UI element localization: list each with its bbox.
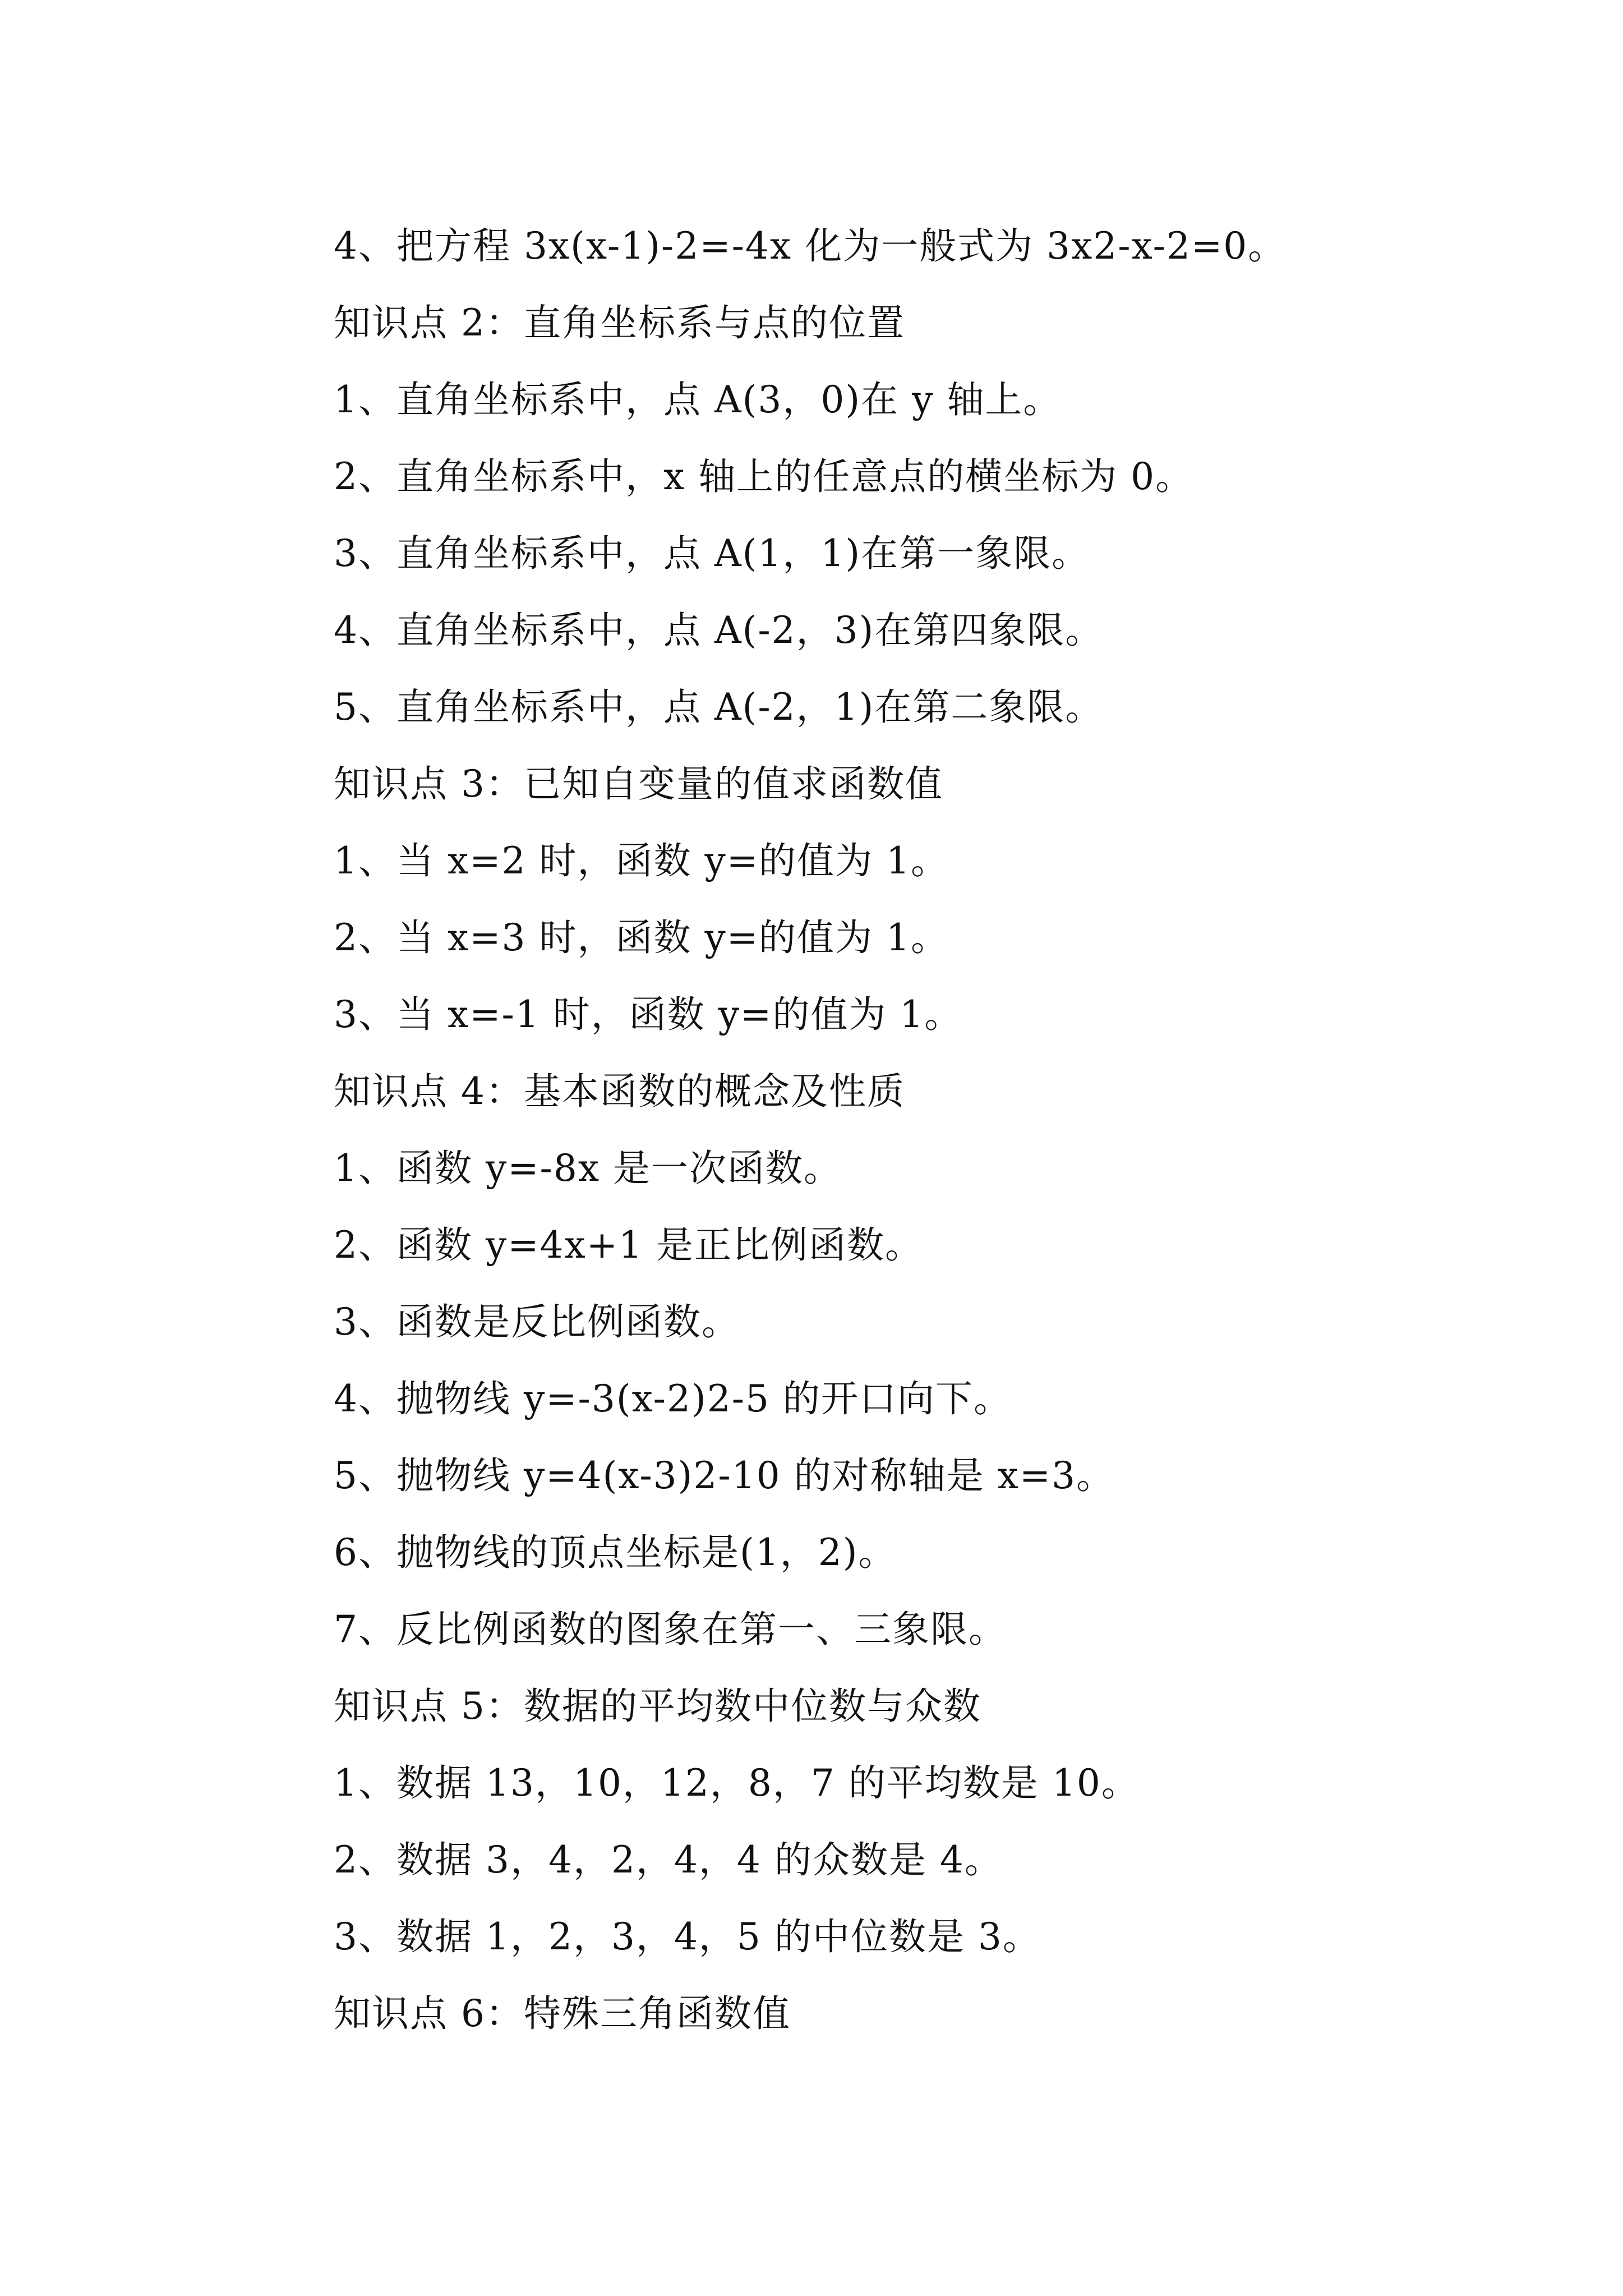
section-heading-3: 知识点 3：已知自变量的值求函数值 (334, 762, 943, 806)
list-item: 4、抛物线 y=-3(x-2)2-5 的开口向下。 (334, 1377, 1012, 1420)
item-equation-general-form: 4、把方程 3x(x-1)-2=-4x 化为一般式为 3x2-x-2=0。 (334, 224, 1287, 268)
section-heading-6: 知识点 6：特殊三角函数值 (334, 1992, 791, 2035)
list-item: 3、当 x=-1 时，函数 y=的值为 1。 (334, 993, 963, 1036)
list-item: 1、当 x=2 时，函数 y=的值为 1。 (334, 839, 949, 882)
list-item: 4、直角坐标系中，点 A(-2，3)在第四象限。 (334, 609, 1104, 652)
section-heading-4: 知识点 4：基本函数的概念及性质 (334, 1070, 905, 1113)
section-heading-2: 知识点 2：直角坐标系与点的位置 (334, 301, 905, 344)
list-item: 2、当 x=3 时，函数 y=的值为 1。 (334, 916, 949, 959)
list-item: 3、函数是反比例函数。 (334, 1300, 740, 1343)
list-item: 2、数据 3，4，2，4，4 的众数是 4。 (334, 1838, 1003, 1881)
list-item: 5、抛物线 y=4(x-3)2-10 的对称轴是 x=3。 (334, 1454, 1115, 1497)
list-item: 2、函数 y=4x+1 是正比例函数。 (334, 1223, 924, 1267)
document-body (334, 208, 1567, 2052)
list-item: 1、函数 y=-8x 是一次函数。 (334, 1147, 842, 1190)
list-item: 6、抛物线的顶点坐标是(1，2)。 (334, 1531, 897, 1574)
list-item: 3、数据 1，2，3，4，5 的中位数是 3。 (334, 1915, 1041, 1958)
list-item: 5、直角坐标系中，点 A(-2，1)在第二象限。 (334, 685, 1104, 729)
list-item: 7、反比例函数的图象在第一、三象限。 (334, 1608, 1007, 1651)
list-item: 3、直角坐标系中，点 A(1，1)在第一象限。 (334, 532, 1090, 575)
list-item: 1、直角坐标系中，点 A(3，0)在 y 轴上。 (334, 378, 1062, 421)
list-item: 2、直角坐标系中，x 轴上的任意点的横坐标为 0。 (334, 455, 1194, 498)
list-item: 1、数据 13，10，12，8，7 的平均数是 10。 (334, 1761, 1140, 1805)
section-heading-5: 知识点 5：数据的平均数中位数与众数 (334, 1685, 981, 1728)
